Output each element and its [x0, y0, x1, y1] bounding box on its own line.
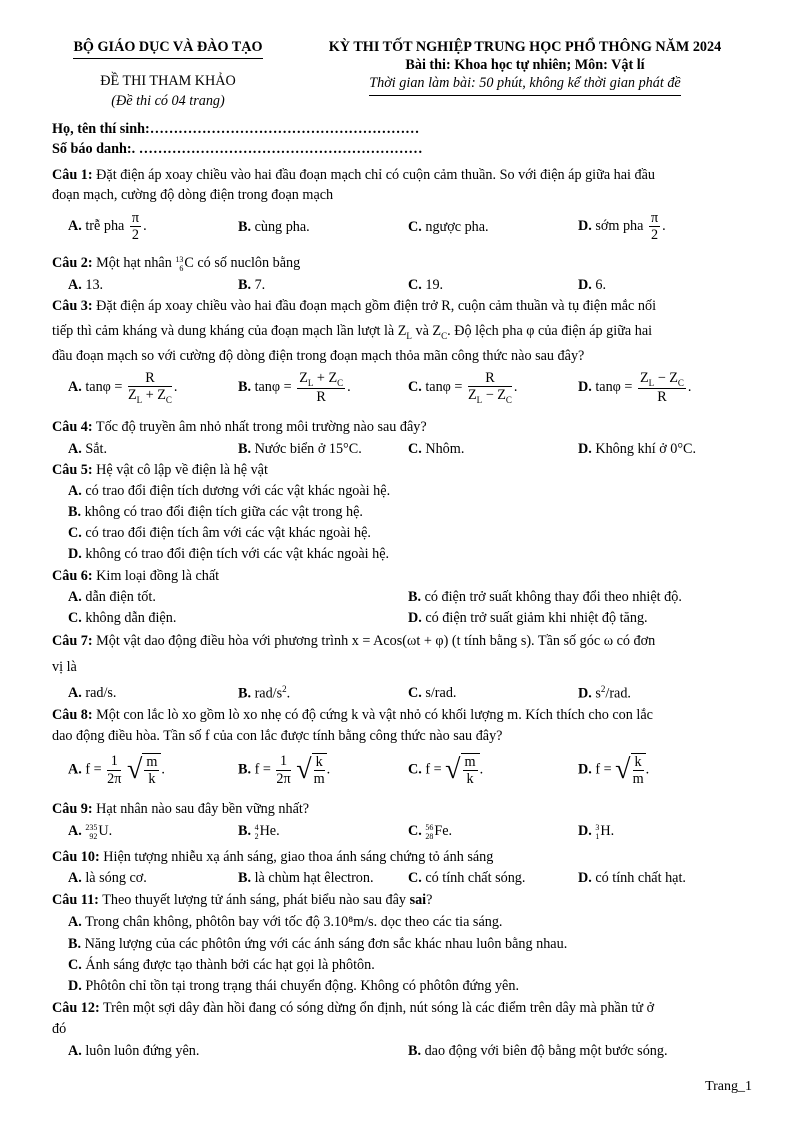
doc-type: ĐỀ THI THAM KHẢO [100, 73, 236, 89]
q12-option-b: B. dao động với biên độ bằng một bước sóng. [408, 1043, 668, 1059]
q6-option-c: C. không dẫn điện. [68, 610, 177, 626]
q5-option-b: B. không có trao đổi điện tích giữa các vật trong hệ. [68, 504, 363, 520]
question-8: Câu 8: Một con lắc lò xo gồm lò xo nhẹ có độ cứng k và vật nhỏ có khối lượng m. Kích thích cho con lắc [52, 707, 653, 723]
q2-option-b: B. 7. [238, 277, 266, 293]
q11-option-a: A. Trong chân không, phôtôn bay với tốc độ 3.10⁸m/s. dọc theo các tia sáng. [68, 914, 503, 930]
q1-option-b: B. cùng pha. [238, 219, 310, 235]
question-3-line2: tiếp thì cảm kháng và dung kháng của đoạn mạch lần lượt là $Z_L$ và $Z_C$. Độ lệch pha φ của điện áp giữa hai [52, 323, 653, 341]
question-5: Câu 5: Hệ vật cô lập về điện là hệ vật [52, 462, 268, 478]
q10-option-c: C. có tính chất sóng. [408, 870, 526, 886]
q7-option-d: D. $s^2$/rad. [578, 684, 631, 702]
q6-option-a: A. dẫn điện tốt. [68, 589, 156, 605]
question-1-line2: đoạn mạch, cường độ dòng điện trong đoạn mạch [52, 187, 334, 203]
q7-option-b: B. rad/$s^2$. [238, 684, 291, 702]
exam-title: KỲ THI TỐT NGHIỆP TRUNG HỌC PHỔ THÔNG NĂM 2024 [328, 39, 722, 55]
q5-option-c: C. có trao đổi điện tích âm với các vật khác ngoài hệ. [68, 525, 371, 541]
question-7-line2: vị là [52, 659, 77, 675]
q2-option-a: A. 13. [68, 277, 104, 293]
question-12-line2: đó [52, 1021, 67, 1037]
page-count: (Đề thi có 04 trang) [111, 93, 225, 109]
q3-option-b: B. tanφ = $\frac{Z_L + Z_C}{R}$ . [238, 370, 351, 406]
question-8-line2: dao động điều hòa. Tần số f của con lắc được tính bằng công thức nào sau đây? [52, 728, 503, 744]
q3-option-a: A. tanφ = $\frac{R}{Z_L + Z_C}$ . [68, 370, 178, 406]
q11-option-c: C. Ánh sáng được tạo thành bởi các hạt gọi là phôtôn. [68, 957, 375, 973]
q7-option-c: C. s/rad. [408, 685, 457, 701]
q4-option-c: C. Nhôm. [408, 441, 465, 457]
question-2: Câu 2: Một hạt nhân 13 6 C có số nuclôn bằng [52, 254, 301, 273]
q8-option-b: B. f = $\frac{1}{2\pi}$ √ $\frac{k}{m}$ . [238, 753, 331, 788]
q1-option-a: A. trễ pha $\frac{\pi}{2}$ . [68, 210, 147, 244]
question-4: Câu 4: Tốc độ truyền âm nhỏ nhất trong môi trường nào sau đây? [52, 419, 427, 435]
ministry-heading: BỘ GIÁO DỤC VÀ ĐÀO TẠO [52, 38, 284, 59]
question-9: Câu 9: Hạt nhân nào sau đây bền vững nhất? [52, 801, 310, 817]
pi-over-2: $\frac{\pi}{2}$ [650, 210, 659, 244]
question-1: Câu 1: Đặt điện áp xoay chiều vào hai đầu đoạn mạch chỉ có cuộn cảm thuần. So với điện áp giữa hai đầu [52, 167, 656, 183]
q11-option-b: B. Năng lượng của các phôtôn ứng với các ánh sáng đơn sắc khác nhau luôn bằng nhau. [68, 936, 568, 952]
q4-option-b: B. Nước biển ở 15°C. [238, 441, 362, 457]
page-number: Trang_1 [705, 1079, 752, 1094]
q12-option-a: A. luôn luôn đứng yên. [68, 1043, 200, 1059]
q4-option-a: A. Sắt. [68, 441, 108, 457]
q3-option-c: C. tanφ = $\frac{R}{Z_L - Z_C}$ . [408, 370, 518, 406]
q6-option-d: D. có điện trở suất giảm khi nhiệt độ tăng. [408, 610, 648, 626]
question-11: Câu 11: Theo thuyết lượng tử ánh sáng, phát biểu nào sau đây sai? [52, 892, 433, 908]
q10-option-a: A. là sóng cơ. [68, 870, 147, 886]
exam-subject: Bài thi: Khoa học tự nhiên; Môn: Vật lí [405, 57, 645, 73]
q7-option-a: A. rad/s. [68, 685, 117, 701]
q3-option-d: D. tanφ = $\frac{Z_L - Z_C}{R}$ . [578, 370, 692, 406]
q10-option-b: B. là chùm hạt êlectron. [238, 870, 374, 886]
q1-option-c: C. ngược pha. [408, 219, 489, 235]
candidate-name-line: Họ, tên thí sinh:………………………………………………… [52, 121, 420, 137]
exam-time: Thời gian làm bài: 50 phút, không kể thời gian phát đề [295, 74, 755, 96]
q9-option-d: D. 3 1 H. [578, 822, 615, 841]
q2-option-d: D. 6. [578, 277, 606, 293]
question-3: Câu 3: Đặt điện áp xoay chiều vào hai đầu đoạn mạch gồm điện trở R, cuộn cảm thuần và tụ điện mắc nối [52, 298, 657, 314]
q4-option-d: D. Không khí ở 0°C. [578, 441, 697, 457]
q2-option-c: C. 19. [408, 277, 444, 293]
question-12: Câu 12: Trên một sợi dây đàn hồi đang có sóng dừng ổn định, nút sóng là các điểm trên dây mà phần tử ở [52, 1000, 655, 1016]
q8-option-d: D. f = √ $\frac{k}{m}$ . [578, 753, 650, 788]
q11-option-d: D. Phôtôn chỉ tồn tại trong trạng thái chuyển động. Không có phôtôn đứng yên. [68, 978, 519, 994]
q5-option-a: A. có trao đổi điện tích dương với các vật khác ngoài hệ. [68, 483, 391, 499]
question-3-line3: đầu đoạn mạch so với cường độ dòng điện trong đoạn mạch thỏa mãn công thức nào sau đây? [52, 348, 585, 364]
pi-over-2: $\frac{\pi}{2}$ [131, 210, 140, 244]
question-10: Câu 10: Hiện tượng nhiễu xạ ánh sáng, giao thoa ánh sáng chứng tỏ ánh sáng [52, 849, 494, 865]
q9-option-a: A. 235 92 U. [68, 822, 113, 841]
question-7: Câu 7: Một vật dao động điều hòa với phương trình x = Acos(ωt + φ) (t tính bằng s). Tần số góc ω có đơn [52, 633, 656, 649]
question-6: Câu 6: Kim loại đồng là chất [52, 568, 220, 584]
q8-option-a: A. f = $\frac{1}{2\pi}$ √ $\frac{m}{k}$ . [68, 753, 165, 788]
q6-option-b: B. có điện trở suất không thay đổi theo nhiệt độ. [408, 589, 682, 605]
q8-option-c: C. f = √ $\frac{m}{k}$ . [408, 753, 484, 788]
q1-option-d: D. sớm pha $\frac{\pi}{2}$ . [578, 210, 666, 244]
candidate-id-line: Số báo danh:. …………………………………………………… [52, 141, 423, 157]
q9-option-b: B. 4 2 He. [238, 822, 280, 841]
q10-option-d: D. có tính chất hạt. [578, 870, 686, 886]
q9-option-c: C. 56 28 Fe. [408, 822, 453, 841]
q5-option-d: D. không có trao đổi điện tích với các vật khác ngoài hệ. [68, 546, 390, 562]
